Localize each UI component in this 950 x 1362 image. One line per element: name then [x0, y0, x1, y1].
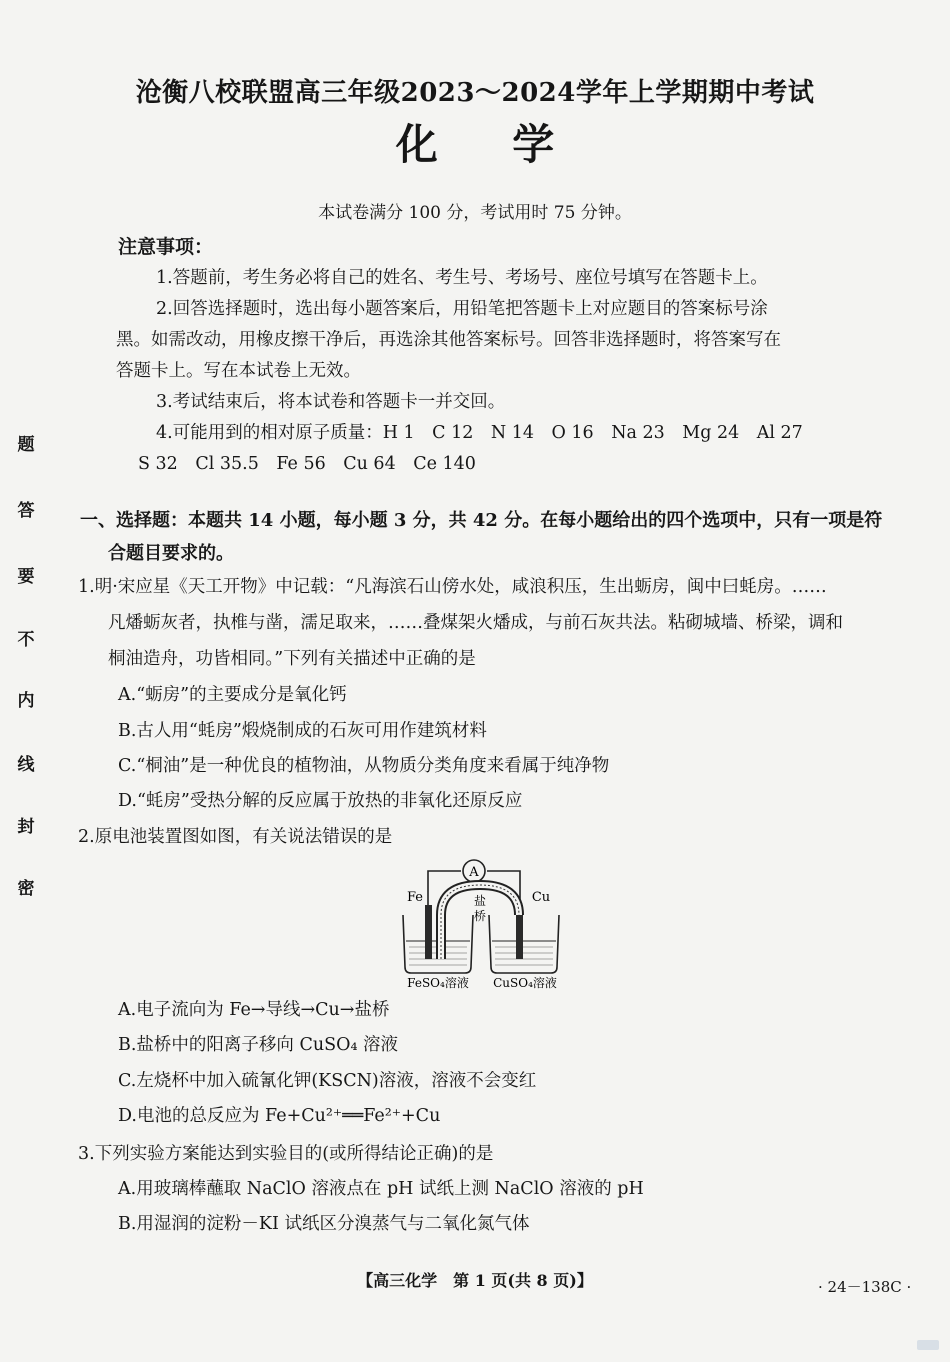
seal-char: 答: [17, 501, 35, 521]
q1-stem: 凡燔蛎灰者，执椎与凿，濡足取来，……叠煤架火燔成，与前石灰共法。粘砌城墙、桥梁，调和: [108, 613, 843, 633]
right-solution-label: CuSO₄溶液: [493, 976, 557, 990]
right-beaker: [489, 915, 559, 973]
seal-char: 密: [17, 879, 35, 899]
q1-stem: 桐油造舟，功皆相同。”下列有关描述中正确的是: [108, 649, 476, 669]
paper-code: · 24－138C ·: [818, 1278, 912, 1296]
ammeter-label: A: [469, 865, 479, 880]
q1-option-b: B.古人用“蚝房”煅烧制成的石灰可用作建筑材料: [118, 721, 487, 741]
watermark-logo: [917, 1340, 939, 1350]
notice-heading: 注意事项：: [118, 236, 214, 258]
q3-option-b: B.用湿润的淀粉－KI 试纸区分溴蒸气与二氧化氮气体: [118, 1214, 530, 1234]
notice-line: 答题卡上。写在本试卷上无效。: [116, 361, 361, 381]
notice-line: 1.答题前，考生务必将自己的姓名、考生号、考场号、座位号填写在答题卡上。: [156, 268, 768, 288]
notice-line: 4.可能用到的相对原子质量：H 1 C 12 N 14 O 16 Na 23 Mg 24 Al 27: [156, 423, 803, 443]
cu-label: Cu: [531, 890, 551, 905]
notice-line: S 32 Cl 35.5 Fe 56 Cu 64 Ce 140: [138, 454, 476, 474]
exam-title: 沧衡八校联盟高三年级2023～2024学年上学期期中考试: [135, 78, 815, 108]
seal-char: 要: [17, 567, 35, 587]
seal-char: 题: [17, 435, 35, 455]
q1-option-d: D.“蚝房”受热分解的反应属于放热的非氧化还原反应: [118, 791, 523, 811]
notice-line: 2.回答选择题时，选出每小题答案后，用铅笔把答题卡上对应题目的答案标号涂: [156, 299, 768, 319]
salt-bridge-label: 桥: [473, 909, 487, 923]
salt-bridge-label: 盐: [473, 894, 487, 908]
q2-option-a: A.电子流向为 Fe→导线→Cu→盐桥: [118, 1000, 390, 1020]
section-heading: 一、选择题：本题共 14 小题，每小题 3 分，共 42 分。在每小题给出的四个选项中，只有一项是符: [80, 510, 883, 531]
seal-char: 内: [17, 691, 35, 711]
page-footer: 【高三化学 第 1 页(共 8 页)】: [357, 1271, 593, 1290]
q1-stem: 1.明·宋应星《天工开物》中记载：“凡海滨石山傍水处，咸浪积压，生出蛎房，闽中曰蚝房。……: [78, 577, 827, 597]
q1-option-c: C.“桐油”是一种优良的植物油，从物质分类角度来看属于纯净物: [118, 756, 610, 776]
q3-stem: 3.下列实验方案能达到实验目的(或所得结论正确)的是: [78, 1144, 494, 1164]
notice-line: 黑。如需改动，用橡皮擦干净后，再选涂其他答案标号。回答非选择题时，将答案写在: [116, 330, 781, 350]
left-solution-label: FeSO₄溶液: [407, 976, 469, 990]
q2-stem: 2.原电池装置图如图，有关说法错误的是: [78, 827, 393, 847]
q2-option-d: D.电池的总反应为 Fe+Cu²⁺══Fe²⁺+Cu: [118, 1106, 441, 1126]
galvanic-cell-diagram: [395, 855, 590, 993]
seal-char: 不: [17, 630, 35, 650]
fe-electrode: [425, 905, 432, 959]
q2-option-c: C.左烧杯中加入硫氰化钾(KSCN)溶液，溶液不会变红: [118, 1071, 537, 1091]
seal-char: 线: [17, 755, 35, 775]
notice-line: 3.考试结束后，将本试卷和答题卡一并交回。: [156, 392, 506, 412]
q1-option-a: A.“蛎房”的主要成分是氧化钙: [118, 685, 347, 705]
exam-info: 本试卷满分 100 分，考试用时 75 分钟。: [318, 203, 632, 223]
q3-option-a: A.用玻璃棒蘸取 NaClO 溶液点在 pH 试纸上测 NaClO 溶液的 pH: [118, 1179, 644, 1199]
fe-label: Fe: [406, 890, 424, 905]
seal-char: 封: [17, 817, 35, 837]
q2-option-b: B.盐桥中的阳离子移向 CuSO₄ 溶液: [118, 1035, 399, 1055]
section-heading-cont: 合题目要求的。: [108, 543, 234, 564]
subject-title: 化 学: [395, 120, 555, 169]
